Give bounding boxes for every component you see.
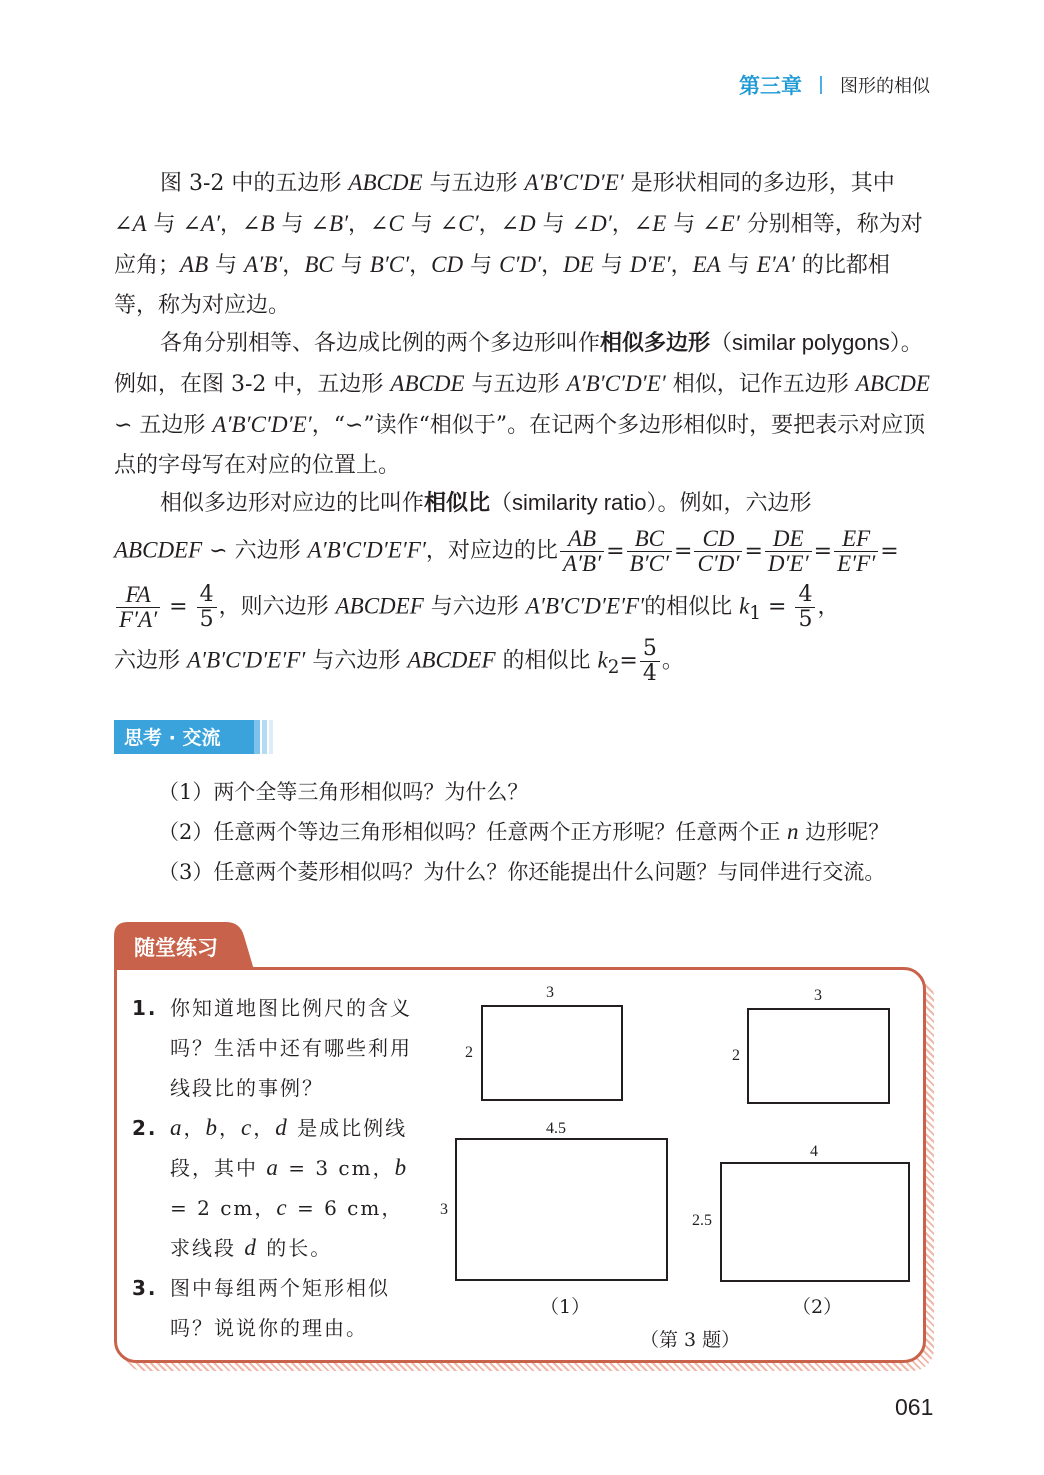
text-run: 相似多边形对应边的比叫作 (160, 491, 425, 516)
text-run: ，∠ (611, 212, 653, 237)
k-subscript: 1 (749, 602, 761, 624)
k2-text-1: 六边形 (114, 648, 187, 674)
k1-text-1: ，则六边形 (218, 594, 336, 620)
math-symbol: ABCDE (348, 170, 423, 195)
ratio-fraction: $\frac{CD}{C'D'}$ (694, 527, 742, 576)
text-run: ， (219, 1116, 241, 1140)
page-number: 061 (895, 1394, 934, 1420)
k2-text-2: 与六边形 (305, 648, 408, 674)
running-header (739, 70, 930, 100)
math-symbol: C (388, 211, 404, 236)
math-symbol: b (205, 1115, 219, 1140)
math-symbol: A′B′C′D′E′ (524, 170, 624, 195)
text-run: = 6 cm，求线段 (170, 1196, 404, 1260)
equals-sign: = (744, 538, 763, 564)
hexagon-name: ABCDEF (114, 537, 203, 563)
math-symbol: A (132, 211, 147, 236)
practice-label: 随堂练习 (134, 936, 218, 960)
rect-group2-small (747, 1008, 890, 1104)
text-run: 与五边形 (464, 372, 567, 397)
text-run: 与 (720, 253, 757, 278)
text-run: 与 (463, 253, 500, 278)
text-run: ，∠ (348, 212, 389, 237)
math-symbol: ABCDE (855, 371, 930, 396)
text-run: ∽ 五边形 (114, 413, 213, 438)
text-run: 与 ∠ (274, 212, 329, 237)
figure-label-1: （1） (540, 1296, 591, 1318)
ratio-fraction: $\frac{DE}{D'E'}$ (765, 527, 812, 576)
k-symbol: k (739, 593, 750, 619)
text-run: 的比都相等，称为对应边。 (114, 253, 890, 318)
rect-group2-large (720, 1162, 910, 1282)
math-symbol: a (266, 1155, 280, 1180)
similar-symbol-text: ∽ 六边形 (202, 538, 308, 564)
math-symbol: E′A′ (756, 252, 795, 277)
math-symbol: ABCDE (390, 371, 465, 396)
header-divider (820, 76, 822, 94)
k2-text-3: 的相似比 (495, 648, 598, 674)
text-run: = 2 cm， (170, 1196, 277, 1220)
k1-text-3: 的相似比 (644, 594, 740, 620)
text-run: ， (183, 1116, 206, 1140)
paragraph-corresponding-angles (114, 163, 930, 326)
text-run: 与 (593, 253, 630, 278)
think-question-3: （3）任意两个菱形相似吗？为什么？你还能提出什么问题？与同伴进行交流。 (158, 860, 886, 884)
math-symbol: c (276, 1195, 289, 1220)
text-run: 是成比例线段，其中 (170, 1116, 408, 1180)
label-g1-small-height: 2 (465, 1044, 473, 1061)
text-run: 各角分别相等、各边成比例的两个多边形叫作 (160, 331, 601, 356)
math-symbol: d (275, 1115, 289, 1140)
text-run: 图 3-2 中的五边形 (160, 171, 349, 196)
hexagon-name: ABCDEF (407, 647, 496, 673)
math-symbol: A′ (200, 211, 221, 236)
fraction-four-fifths: $\frac{4}{5}$ (197, 583, 217, 632)
text-run: 分别相等，称为对应角； (114, 212, 923, 278)
text-run: （ (710, 331, 733, 356)
english-term: similarity ratio (512, 490, 647, 515)
text-run: 与 ∠ (146, 212, 201, 237)
paragraph-similar-polygons (114, 323, 930, 486)
think-question-1: （1）两个全等三角形相似吗？为什么？ (158, 780, 529, 804)
math-symbol: E′ (720, 211, 740, 236)
label-g2-large-height: 2.5 (692, 1212, 712, 1229)
k1-line (114, 583, 930, 632)
text-run: = 3 cm， (279, 1156, 395, 1180)
math-symbol: C′ (458, 211, 479, 236)
k2-line (114, 637, 930, 686)
k2-end: 。 (661, 648, 684, 674)
exercise-1: 1. 你知道地图比例尺的含义吗？生活中还有哪些利用线段比的事例？ (132, 996, 412, 1100)
text-run: ，∠ (478, 212, 520, 237)
text-run: ， (541, 253, 564, 278)
ratio-fraction: $\frac{AB}{A'B'}$ (560, 527, 604, 576)
equals-sign: = (813, 538, 833, 564)
k1-text-2: 与六边形 (423, 594, 526, 620)
ratio-equation-line (114, 527, 930, 576)
math-symbol: CD (431, 252, 464, 277)
text-run: ∠ (114, 212, 133, 237)
k1-end: ， (817, 594, 840, 620)
rect-group1-large (455, 1138, 668, 1281)
fraction-fa: $\frac{FA}{F'A'}$ (116, 583, 160, 632)
ratio-fraction: $\frac{BC}{B'C'}$ (627, 527, 672, 576)
think-discuss-label: 思考 · 交流 (124, 727, 221, 749)
figure-label-2: （2） (792, 1296, 843, 1318)
label-g2-large-width: 4 (810, 1143, 818, 1160)
ratio-fraction: $\frac{EF}{E'F'}$ (834, 527, 878, 576)
label-g2-small-height: 2 (732, 1047, 740, 1064)
label-g2-small-width: 3 (814, 987, 822, 1004)
text-run: 相似，记作五边形 (665, 372, 856, 397)
text-run: ， (409, 253, 432, 278)
text-run: 是形状相同的多边形，其中 (623, 171, 895, 196)
text-run: ， (253, 1116, 276, 1140)
math-symbol: D′ (590, 211, 612, 236)
math-symbol: A′B′C′D′E′ (566, 371, 666, 396)
math-symbol: D′E′ (629, 252, 671, 277)
ratio-label: ，对应边的比 (425, 538, 558, 564)
math-symbol: C′D′ (499, 252, 542, 277)
math-symbol: c (241, 1115, 254, 1140)
english-term: similar polygons (732, 330, 890, 355)
math-symbol: E (652, 211, 667, 236)
key-term: 相似多边形 (600, 331, 711, 356)
text-run: ）。例如，在图 3-2 中，五边形 (114, 331, 923, 397)
k-subscript: 2 (607, 656, 620, 678)
text-run: ）。例如，六边形 (646, 491, 812, 516)
label-g1-small-width: 3 (546, 984, 554, 1001)
label-g1-large-height: 3 (440, 1201, 448, 1218)
math-symbol: A′B′C′D′E′ (212, 412, 312, 437)
math-symbol: B (260, 211, 275, 236)
fraction-five-fourths: $\frac{5}{4}$ (640, 637, 660, 686)
math-symbol: D (519, 211, 536, 236)
k-symbol: k (597, 647, 608, 673)
text-run: 与 ∠ (666, 212, 721, 237)
math-symbol: B′C′ (369, 252, 410, 277)
math-symbol: DE (563, 252, 594, 277)
chapter-title: 图形的相似 (840, 76, 930, 97)
equals-sign: = (768, 594, 787, 620)
math-symbol: a (170, 1115, 184, 1140)
text-run: （ (490, 491, 513, 516)
text-run: 与 (333, 253, 370, 278)
hexagon-prime-name: A′B′C′D′E′F′ (525, 593, 645, 619)
hexagon-prime-name: A′B′C′D′E′F′ (307, 537, 426, 563)
text-run: ， (670, 253, 693, 278)
rect-group1-small (481, 1005, 623, 1101)
exercise-3: 3. 图中每组两个矩形相似吗？说说你的理由。 (132, 1276, 390, 1340)
text-run: 与五边形 (422, 171, 525, 196)
think-questions (158, 772, 889, 892)
exercise-list (132, 988, 422, 1348)
paragraph-similarity-ratio (114, 483, 930, 524)
equals-sign: = (619, 648, 638, 674)
text-run: ，∠ (220, 212, 261, 237)
figure-caption: （第 3 题） (640, 1329, 741, 1351)
text-run: 与 ∠ (403, 212, 459, 237)
chapter-label: 第三章 (739, 74, 802, 98)
text-run: 的长。 (257, 1236, 333, 1260)
text-run: ，“∽”读作“相似于”。在记两个多边形相似时，要把表示对应顶点的字母写在对应的位置上。 (114, 413, 926, 478)
math-symbol: b (394, 1155, 409, 1180)
equals-sign: = (674, 538, 693, 564)
label-g1-large-width: 4.5 (546, 1120, 566, 1137)
equals-sign: = (606, 538, 625, 564)
text-run: ， (282, 253, 305, 278)
equals-sign: = (169, 594, 188, 620)
math-symbol: B′ (328, 211, 349, 236)
equals-sign: = (880, 538, 899, 564)
hexagon-prime-name: A′B′C′D′E′F′ (187, 647, 306, 673)
math-symbol: d (244, 1235, 258, 1260)
math-symbol: AB (180, 252, 209, 277)
fraction-four-fifths-2: $\frac{4}{5}$ (795, 583, 815, 632)
math-symbol: A′B′ (244, 252, 283, 277)
ratio-fractions (558, 526, 899, 576)
think-question-2: （2）任意两个等边三角形相似吗？任意两个正方形呢？任意两个正 n 边形呢？ (158, 819, 890, 844)
math-symbol: EA (692, 252, 721, 277)
hexagon-name: ABCDEF (335, 593, 424, 619)
exercise-2: 2. a，b，c，d 是成比例线段，其中 a = 3 cm，b = 2 cm，c = 6 cm，求线段 d 的长。 (132, 1115, 409, 1260)
text-run: 与 (208, 253, 245, 278)
key-term: 相似比 (424, 491, 491, 516)
math-symbol: BC (304, 252, 334, 277)
text-run: 与 ∠ (535, 212, 591, 237)
